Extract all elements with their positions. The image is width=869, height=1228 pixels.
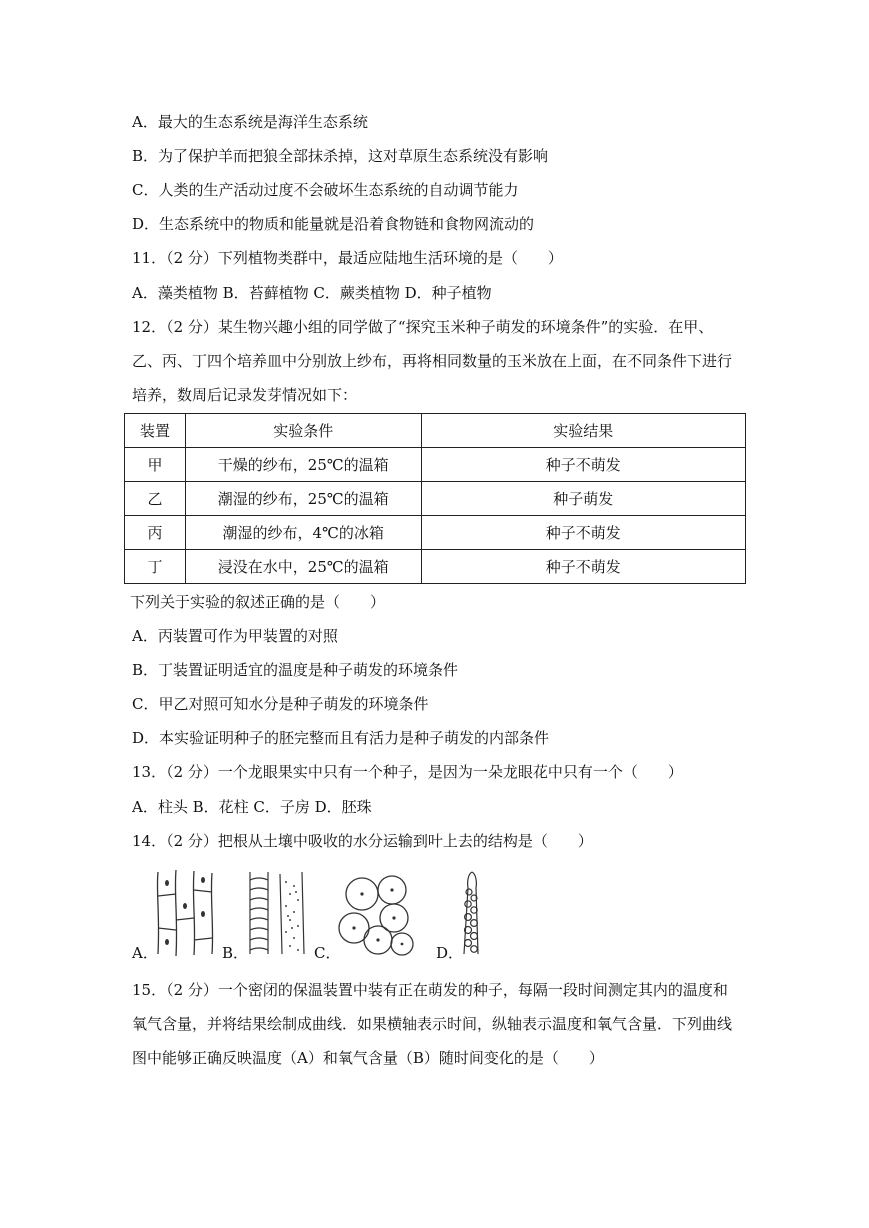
q14-stem: 14．（2 分）把根从土壤中吸收的水分运输到叶上去的结构是（ ） (132, 832, 593, 850)
figure-d-cell-chain (456, 868, 486, 958)
table-cell: 种子不萌发 (421, 448, 745, 482)
q15-stem-line-1: 15．（2 分）一个密闭的保温装置中装有正在萌发的种子，每隔一段时间测定其内的温度和 (132, 981, 728, 999)
table-header: 实验条件 (185, 414, 421, 448)
table-row (125, 448, 746, 482)
table-row (125, 482, 746, 516)
table-cell: 甲 (125, 448, 186, 482)
experiment-table (124, 413, 746, 584)
q15-stem-line-2: 氧气含量，并将结果绘制成曲线．如果横轴表示时间，纵轴表示温度和氧气含量．下列曲线 (132, 1015, 733, 1033)
figure-c-label: C． (314, 944, 341, 962)
option-b: B．为了保护羊而把狼全部抹杀掉，这对草原生态系统没有影响 (132, 147, 549, 165)
table-cell: 乙 (125, 482, 186, 516)
q11-stem: 11．（2 分）下列植物类群中，最适应陆地生活环境的是（ ） (132, 249, 563, 267)
option-d: D．生态系统中的物质和能量就是沿着食物链和食物网流动的 (132, 215, 535, 233)
q12-option-c: C．甲乙对照可知水分是种子萌发的环境条件 (132, 695, 429, 713)
q12-stem-line-2: 乙、丙、丁四个培养皿中分别放上纱布，再将相同数量的玉米放在上面，在不同条件下进行 (132, 352, 733, 370)
table-cell: 种子不萌发 (421, 550, 745, 584)
figure-c-round-cells (332, 868, 416, 958)
q12-option-a: A．丙装置可作为甲装置的对照 (132, 627, 338, 645)
table-row (125, 516, 746, 550)
figure-d-label: D． (436, 944, 464, 962)
table-header-row (125, 414, 746, 448)
q12-question: 下列关于实验的叙述正确的是（ ） (130, 593, 386, 611)
q13-stem: 13．（2 分）一个龙眼果实中只有一个种子，是因为一朵龙眼花中只有一个（ ） (132, 763, 683, 781)
figure-b-vessels (244, 868, 310, 958)
q14-figures (132, 868, 492, 964)
q12-option-d: D．本实验证明种子的胚完整而且有活力是种子萌发的内部条件 (132, 729, 550, 747)
table-cell: 干燥的纱布，25℃的温箱 (185, 448, 421, 482)
figure-b-label: B． (222, 944, 249, 962)
q12-stem-line-3: 培养，数周后记录发芽情况如下： (132, 386, 358, 404)
q12-option-b: B．丁装置证明适宜的温度是种子萌发的环境条件 (132, 661, 459, 679)
q11-options: A．藻类植物 B．苔藓植物 C．蕨类植物 D．种子植物 (132, 284, 492, 302)
option-a: A．最大的生态系统是海洋生态系统 (132, 113, 368, 131)
option-c: C．人类的生产活动过度不会破坏生态系统的自动调节能力 (132, 181, 519, 199)
table-cell: 潮湿的纱布，4℃的冰箱 (185, 516, 421, 550)
figure-a-cells (150, 868, 222, 958)
table-row (125, 550, 746, 584)
q13-options: A．柱头 B．花柱 C．子房 D．胚珠 (132, 798, 372, 816)
q15-stem-line-3: 图中能够正确反映温度（A）和氧气含量（B）随时间变化的是（ ） (132, 1049, 604, 1067)
table-cell: 丙 (125, 516, 186, 550)
table-cell: 浸没在水中，25℃的温箱 (185, 550, 421, 584)
table-cell: 种子萌发 (421, 482, 745, 516)
table-header: 实验结果 (421, 414, 745, 448)
figure-a-label: A． (132, 944, 158, 962)
table-cell: 潮湿的纱布，25℃的温箱 (185, 482, 421, 516)
q12-stem-line-1: 12．（2 分）某生物兴趣小组的同学做了“探究玉米种子萌发的环境条件”的实验．在甲、 (132, 318, 714, 336)
table-header: 装置 (125, 414, 186, 448)
table-cell: 丁 (125, 550, 186, 584)
table-cell: 种子不萌发 (421, 516, 745, 550)
